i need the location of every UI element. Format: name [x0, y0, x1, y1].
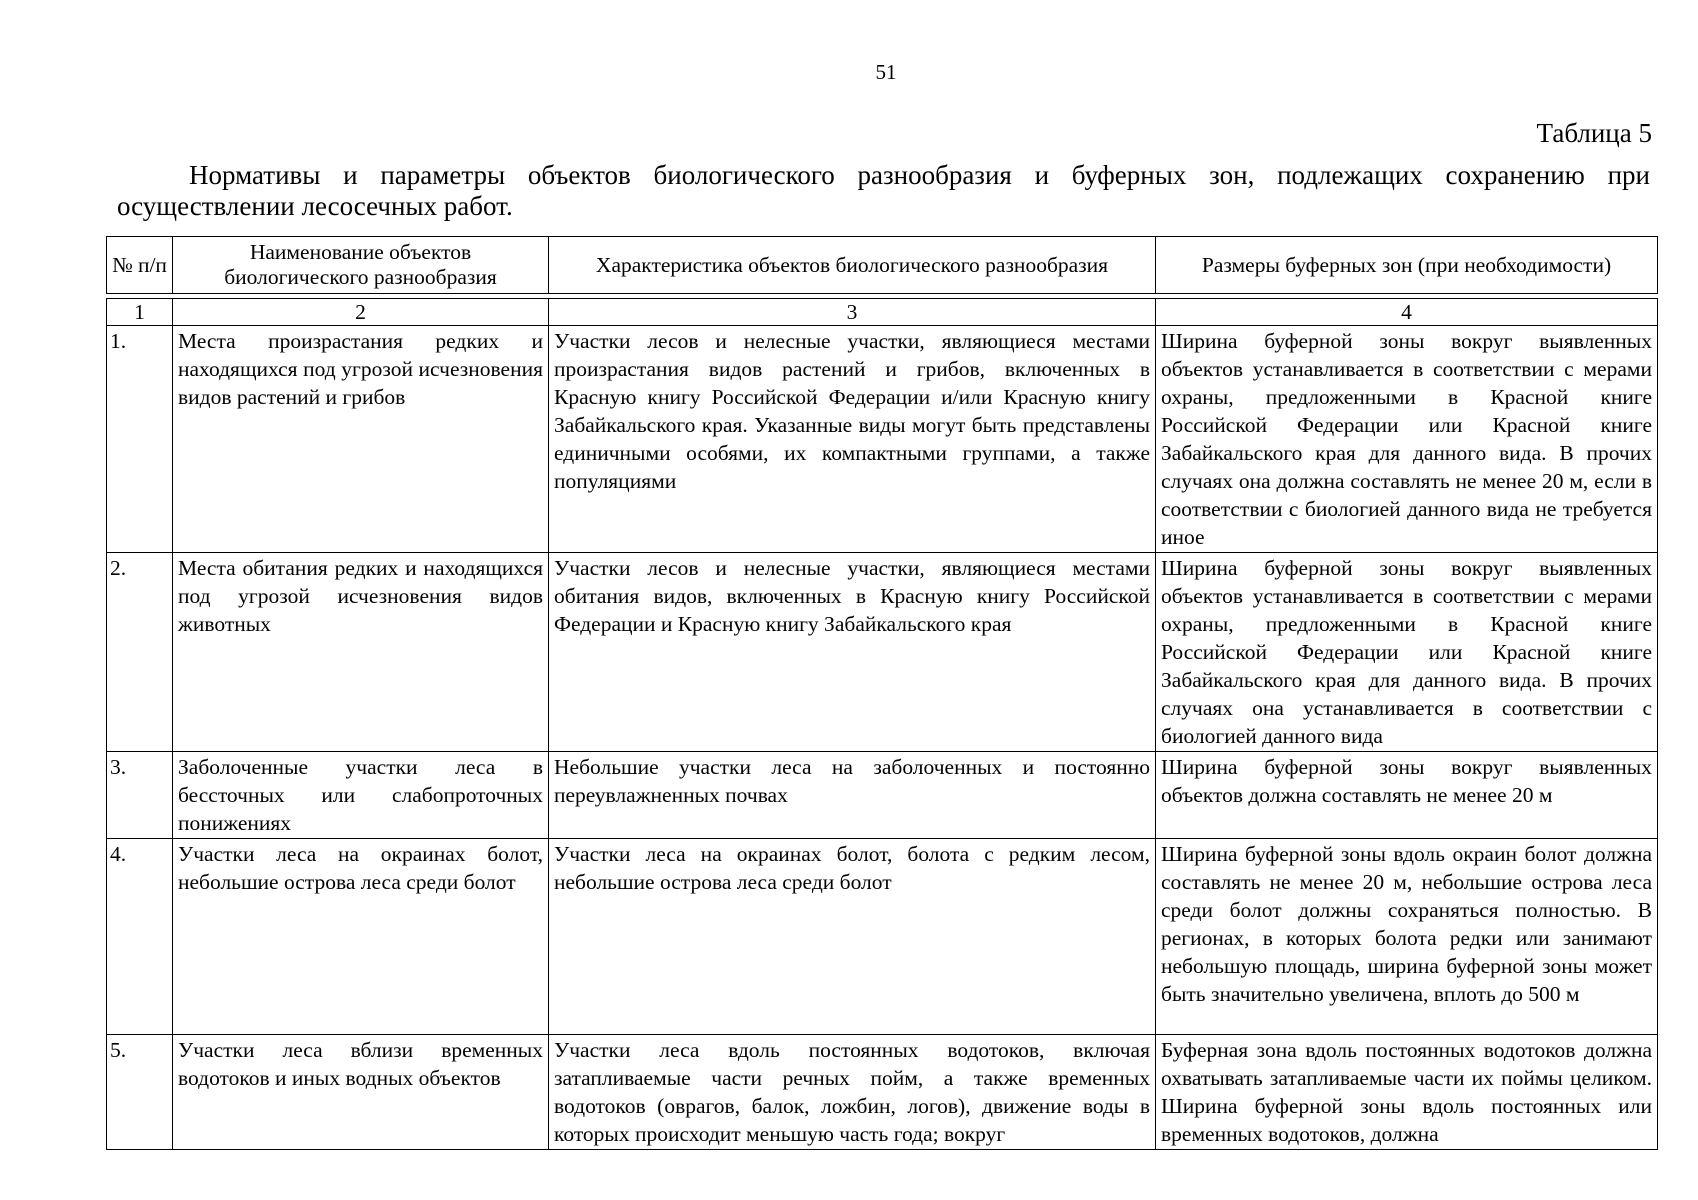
column-number: 3 — [549, 299, 1156, 326]
object-characteristic: Участки леса вдоль постоянных водотоков, включая затапливаемые части речных пойм, а также временных водотоков (оврагов, балок, ложбин, логов), движение воды в которых происходит меньшую часть года; вокруг — [549, 1035, 1156, 1150]
column-number: 2 — [173, 299, 549, 326]
table-row — [107, 1035, 1658, 1150]
buffer-zone-size: Буферная зона вдоль постоянных водотоков должна охватывать затапливаемые части их поймы целиком. Ширина буферной зоны вдоль постоянных или временных водотоков, должна — [1156, 1035, 1658, 1150]
column-numbers-row — [107, 299, 1658, 326]
object-name: Места обитания редких и находящихся под угрозой исчезновения видов животных — [173, 553, 549, 752]
row-number: 1. — [107, 326, 173, 553]
row-number: 5. — [107, 1035, 173, 1150]
buffer-zone-size: Ширина буферной зоны вокруг выявленных объектов устанавливается в соответствии с мерами охраны, предложенными в Красной книге Российской Федерации или Красной книге Забайкальского края для данного вида. В прочих случаях она устанавливается в соответствии с биологией данного вида — [1156, 553, 1658, 752]
table-row — [107, 752, 1658, 839]
header-cell-buffer: Размеры буферных зон (при необходимости) — [1156, 237, 1658, 294]
column-number: 1 — [107, 299, 173, 326]
table-row — [107, 553, 1658, 752]
norms-table — [106, 236, 1658, 1150]
row-number: 4. — [107, 839, 173, 1035]
object-name: Места произрастания редких и находящихся под угрозой исчезновения видов растений и грибов — [173, 326, 549, 553]
table-caption: Нормативы и параметры объектов биологического разнообразия и буферных зон, подлежащих сохранению при осуществлении лесосечных работ. — [117, 160, 1650, 221]
buffer-zone-size: Ширина буферной зоны вокруг выявленных объектов устанавливается в соответствии с мерами охраны, предложенными в Красной книге Российской Федерации или Красной книге Забайкальского края для данного вида. В прочих случаях она должна составлять не менее 20 м, если в соответствии с биологией данного вида не требуется иное — [1156, 326, 1658, 553]
object-name: Заболоченные участки леса в бессточных или слабопроточных понижениях — [173, 752, 549, 839]
buffer-zone-size: Ширина буферной зоны вдоль окраин болот должна составлять не менее 20 м, небольшие острова леса среди болот должны сохраняться полностью. В регионах, в которых болота редки или занимают небольшую площадь, ширина буферной зоны может быть значительно увеличена, вплоть до 500 м — [1156, 839, 1658, 1035]
row-number: 3. — [107, 752, 173, 839]
header-cell-characteristic: Характеристика объектов биологического разнообразия — [549, 237, 1156, 294]
object-characteristic: Участки лесов и нелесные участки, являющиеся местами произрастания видов растений и грибов, включенных в Красную книгу Российской Федерации и/или Красную книгу Забайкальского края. Указанные виды могут быть представлены единичными особями, их компактными группами, а также популяциями — [549, 326, 1156, 553]
object-name: Участки леса на окраинах болот, небольшие острова леса среди болот — [173, 839, 549, 1035]
row-number: 2. — [107, 553, 173, 752]
column-number: 4 — [1156, 299, 1658, 326]
table-label: Таблица 5 — [1536, 118, 1652, 148]
object-name: Участки леса вблизи временных водотоков и иных водных объектов — [173, 1035, 549, 1150]
object-characteristic: Участки леса на окраинах болот, болота с редким лесом, небольшие острова леса среди болот — [549, 839, 1156, 1035]
header-cell-name: Наименование объектов биологического разнообразия — [173, 237, 549, 294]
table-header-row — [107, 237, 1658, 294]
object-characteristic: Участки лесов и нелесные участки, являющиеся местами обитания видов, включенных в Красную книгу Российской Федерации и Красную книгу Забайкальского края — [549, 553, 1156, 752]
table-row — [107, 326, 1658, 553]
table-row — [107, 839, 1658, 1035]
object-characteristic: Небольшие участки леса на заболоченных и постоянно переувлажненных почвах — [549, 752, 1156, 839]
header-cell-number: № п/п — [107, 237, 173, 294]
page-number: 51 — [875, 60, 897, 84]
buffer-zone-size: Ширина буферной зоны вокруг выявленных объектов должна составлять не менее 20 м — [1156, 752, 1658, 839]
